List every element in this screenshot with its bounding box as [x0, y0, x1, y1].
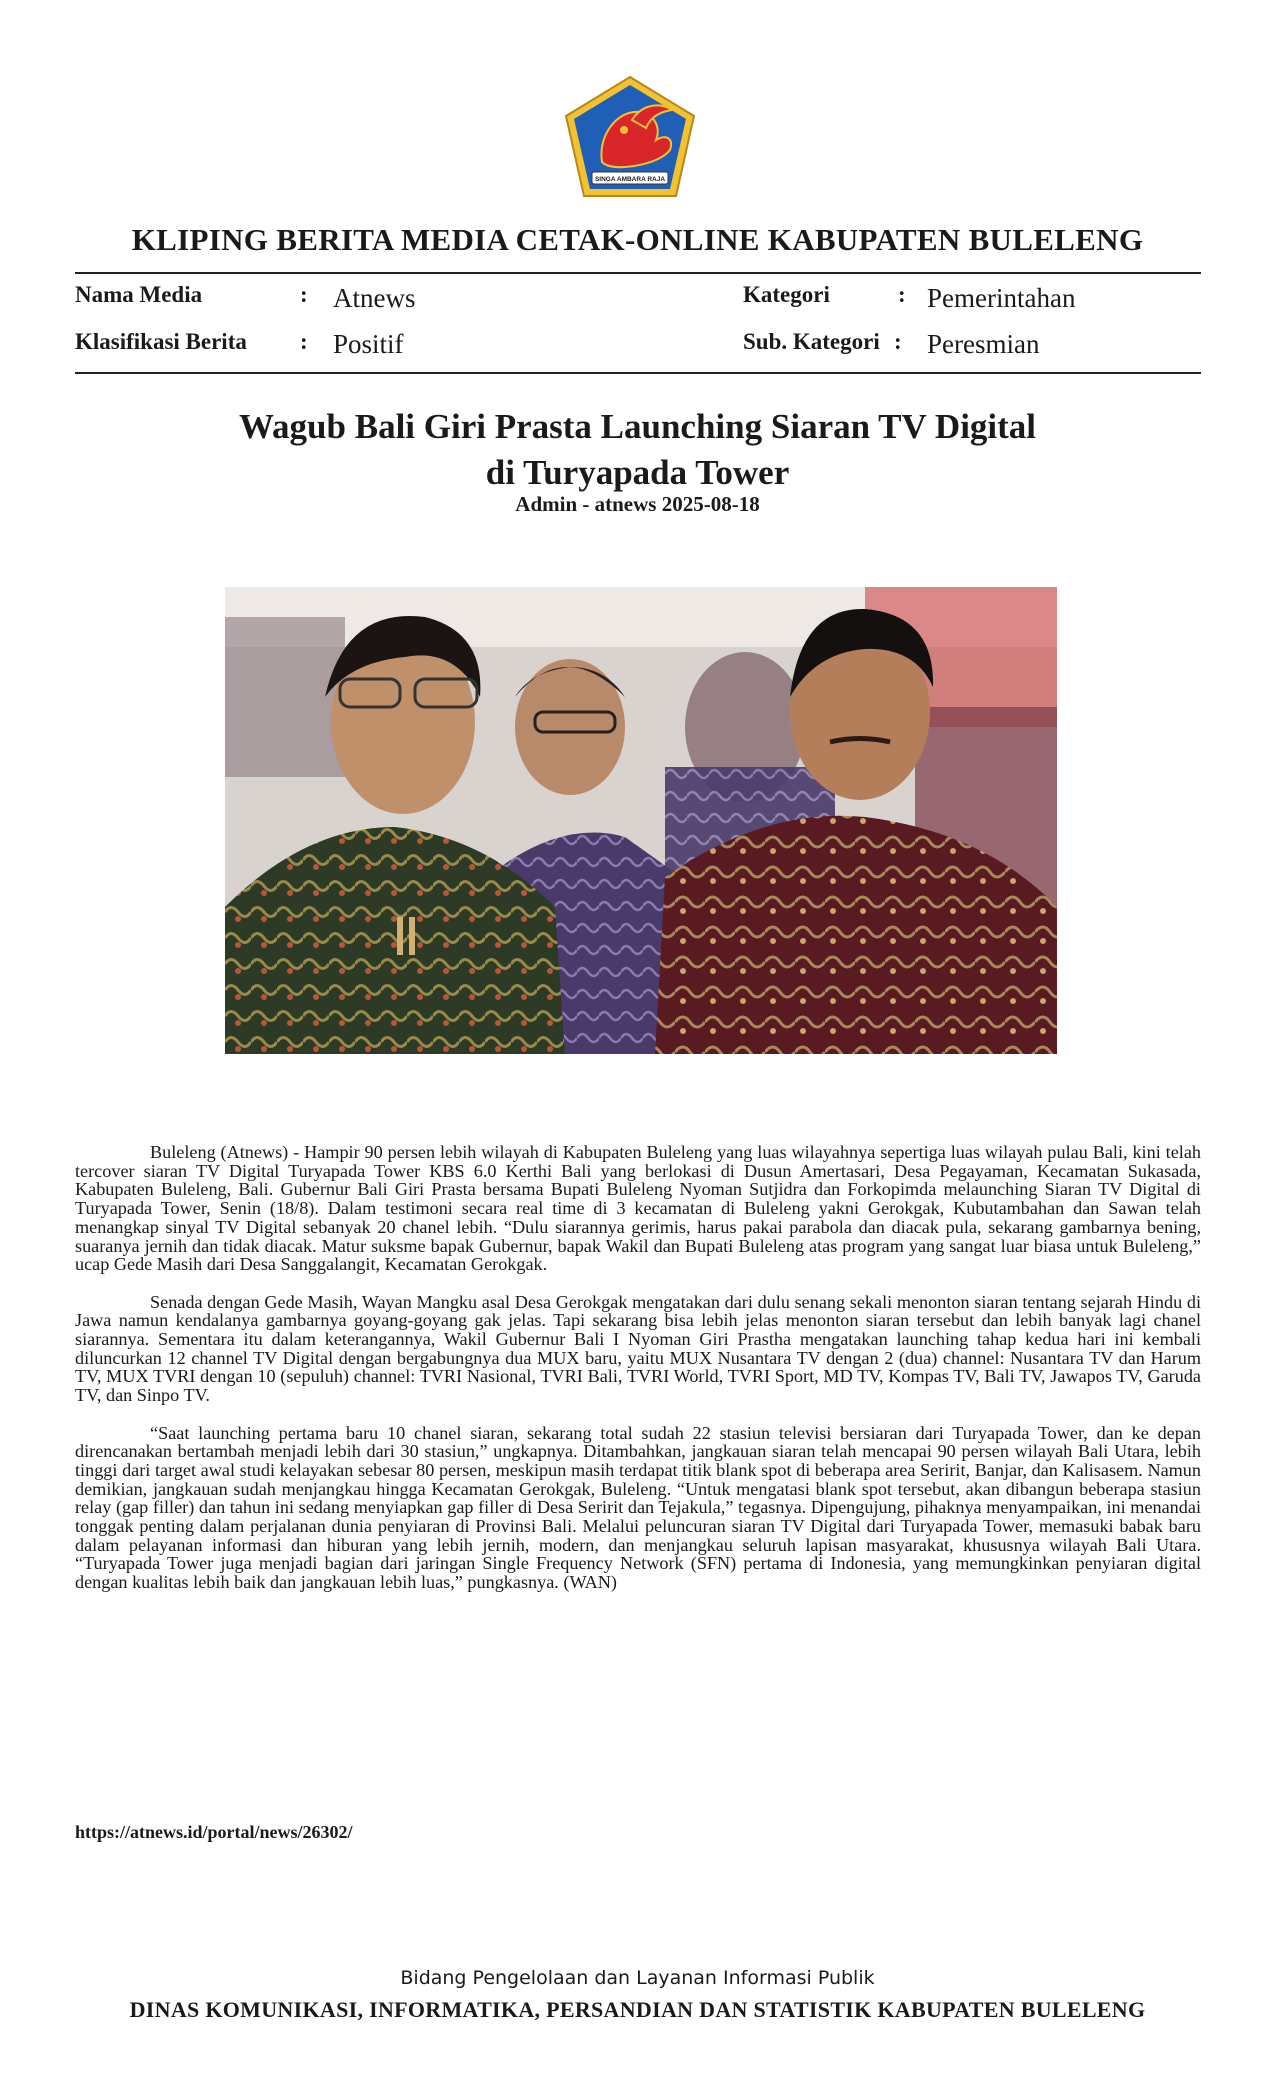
page-title: KLIPING BERITA MEDIA CETAK-ONLINE KABUPATEN BULELENG — [131, 222, 1144, 257]
article-photo — [225, 587, 1057, 1054]
subcategory-colon: : — [894, 329, 902, 354]
category-label: Kategori — [743, 282, 830, 307]
meta-divider — [75, 372, 1201, 374]
media-colon: : — [300, 282, 308, 307]
singa-ambara-raja-emblem-icon — [562, 74, 698, 200]
article-byline: Admin - atnews 2025-08-18 — [515, 492, 760, 516]
subcategory-label: Sub. Kategori — [743, 329, 880, 354]
article-title-line-2: di Turyapada Tower — [485, 453, 790, 492]
article-body — [75, 1143, 1201, 1611]
classification-value: Positif — [333, 329, 404, 359]
article-title — [0, 404, 1275, 496]
subcategory-value: Peresmian — [927, 329, 1040, 359]
header-divider — [75, 272, 1201, 274]
media-value: Atnews — [333, 283, 416, 313]
article-paragraph-3: “Saat launching pertama baru 10 chanel siaran, sekarang total sudah 22 stasiun televisi bersiaran dari Turyapada Tower, dan ke depan direncanakan bertambah menjadi lebih dari 30 stasiun,” ungkapnya. Ditambahkan, jangkauan siaran telah mencapai 90 persen wilayah Bali Utara, lebih tinggi dari target awal studi kelayakan sebesar 80 persen, meskipun masih terdapat titik blank spot di beberapa area Seririt, Banjar, dan Kalisasem. Namun demikian, jangkauan sudah menjangkau hingga Kecamatan Gerokgak, Buleleng. “Untuk mengatasi blank spot tersebut, akan dibangun beberapa stasiun relay (gap filler) dan tahun ini sedang menyiapkan gap filler di Desa Seririt dan Tejakula,” tegasnya. Dipengujung, pihaknya menyampaikan, ini menandai tonggak penting dalam perjalanan dunia penyiaran di Provinsi Bali. Melalui peluncuran siaran TV Digital dari Turyapada Tower, memasuki babak baru dalam pelayanan informasi dan hiburan yang lebih jernih, modern, dan menjangkau seluruh lapisan masyarakat, khususnya wilayah Bali Utara. “Turyapada Tower juga menjadi bagian dari jaringan Single Frequency Network (SFN) pertama di Indonesia, yang memungkinkan penyiaran digital dengan kualitas lebih baik dan jangkauan lebih luas,” pungkasnya. (WAN) — [75, 1422, 1201, 1593]
footer-agency: DINAS KOMUNIKASI, INFORMATIKA, PERSANDIAN DAN STATISTIK KABUPATEN BULELENG — [129, 1997, 1146, 2022]
logo-motto: SINGA AMBARA RAJA — [594, 176, 666, 183]
media-label: Nama Media — [75, 282, 203, 307]
classification-colon: : — [300, 329, 308, 354]
article-paragraph-1: Buleleng (Atnews) - Hampir 90 persen lebih wilayah di Kabupaten Buleleng yang luas wilayahnya sepertiga luas wilayah pulau Bali, kini telah tercover siaran TV Digital Turyapada Tower KBS 6.0 Kerthi Bali yang berlokasi di Dusun Amertasari, Desa Pegayaman, Kecamatan Sukasada, Kabupaten Buleleng, Bali. Gubernur Bali Giri Prasta bersama Bupati Buleleng Nyoman Sutjidra dan Forkopimda melaunching Siaran TV Digital di Turyapada Tower, Senin (18/8). Dalam testimoni secara real time di 3 kecamatan di Buleleng yakni Gerokgak, Kubutambahan dan Sawan telah menangkap sinyal TV Digital sebanyak 20 chanel lebih. “Dulu siarannya gerimis, harus pakai parabola dan diacak pula, sekarang gambarnya bening, suaranya jernih dan tidak diacak. Matur suksme bapak Gubernur, bapak Wakil dan Bupati Buleleng atas program yang sangat luar biasa untuk Buleleng,” ucap Gede Masih dari Desa Sanggalangit, Kecamatan Gerokgak. — [75, 1142, 1201, 1275]
kabupaten-logo — [562, 74, 698, 200]
officials-photo-image — [225, 587, 1057, 1054]
source-link[interactable]: https://atnews.id/portal/news/26302/ — [75, 1822, 353, 1842]
category-colon: : — [898, 282, 906, 307]
footer-division: Bidang Pengelolaan dan Layanan Informasi Publik — [400, 1967, 875, 1989]
category-value: Pemerintahan — [927, 283, 1076, 313]
classification-label: Klasifikasi Berita — [75, 329, 247, 354]
article-title-line-1: Wagub Bali Giri Prasta Launching Siaran TV Digital — [238, 407, 1037, 446]
article-paragraph-2: Senada dengan Gede Masih, Wayan Mangku asal Desa Gerokgak mengatakan dari dulu senang sekali menonton siaran tentang sejarah Hindu di Jawa namun kendalanya gambarnya goyang-goyang gak jelas. Tapi sekarang bisa lebih jelas menonton siaran tersebut dan lebih banyak lagi chanel siarannya. Sementara itu dalam keterangannya, Wakil Gubernur Bali I Nyoman Giri Prastha mengatakan launching tahap kedua hari ini kembali diluncurkan 12 channel TV Digital dengan bergabungnya dua MUX baru, yaitu MUX Nusantara TV dengan 2 (dua) channel: Nusantara TV dan Harum TV, MUX TVRI dengan 10 (sepuluh) channel: TVRI Nasional, TVRI Bali, TVRI World, TVRI Sport, MD TV, Kompas TV, Bali TV, Jawapos TV, Garuda TV, dan Sinpo TV. — [75, 1291, 1201, 1406]
